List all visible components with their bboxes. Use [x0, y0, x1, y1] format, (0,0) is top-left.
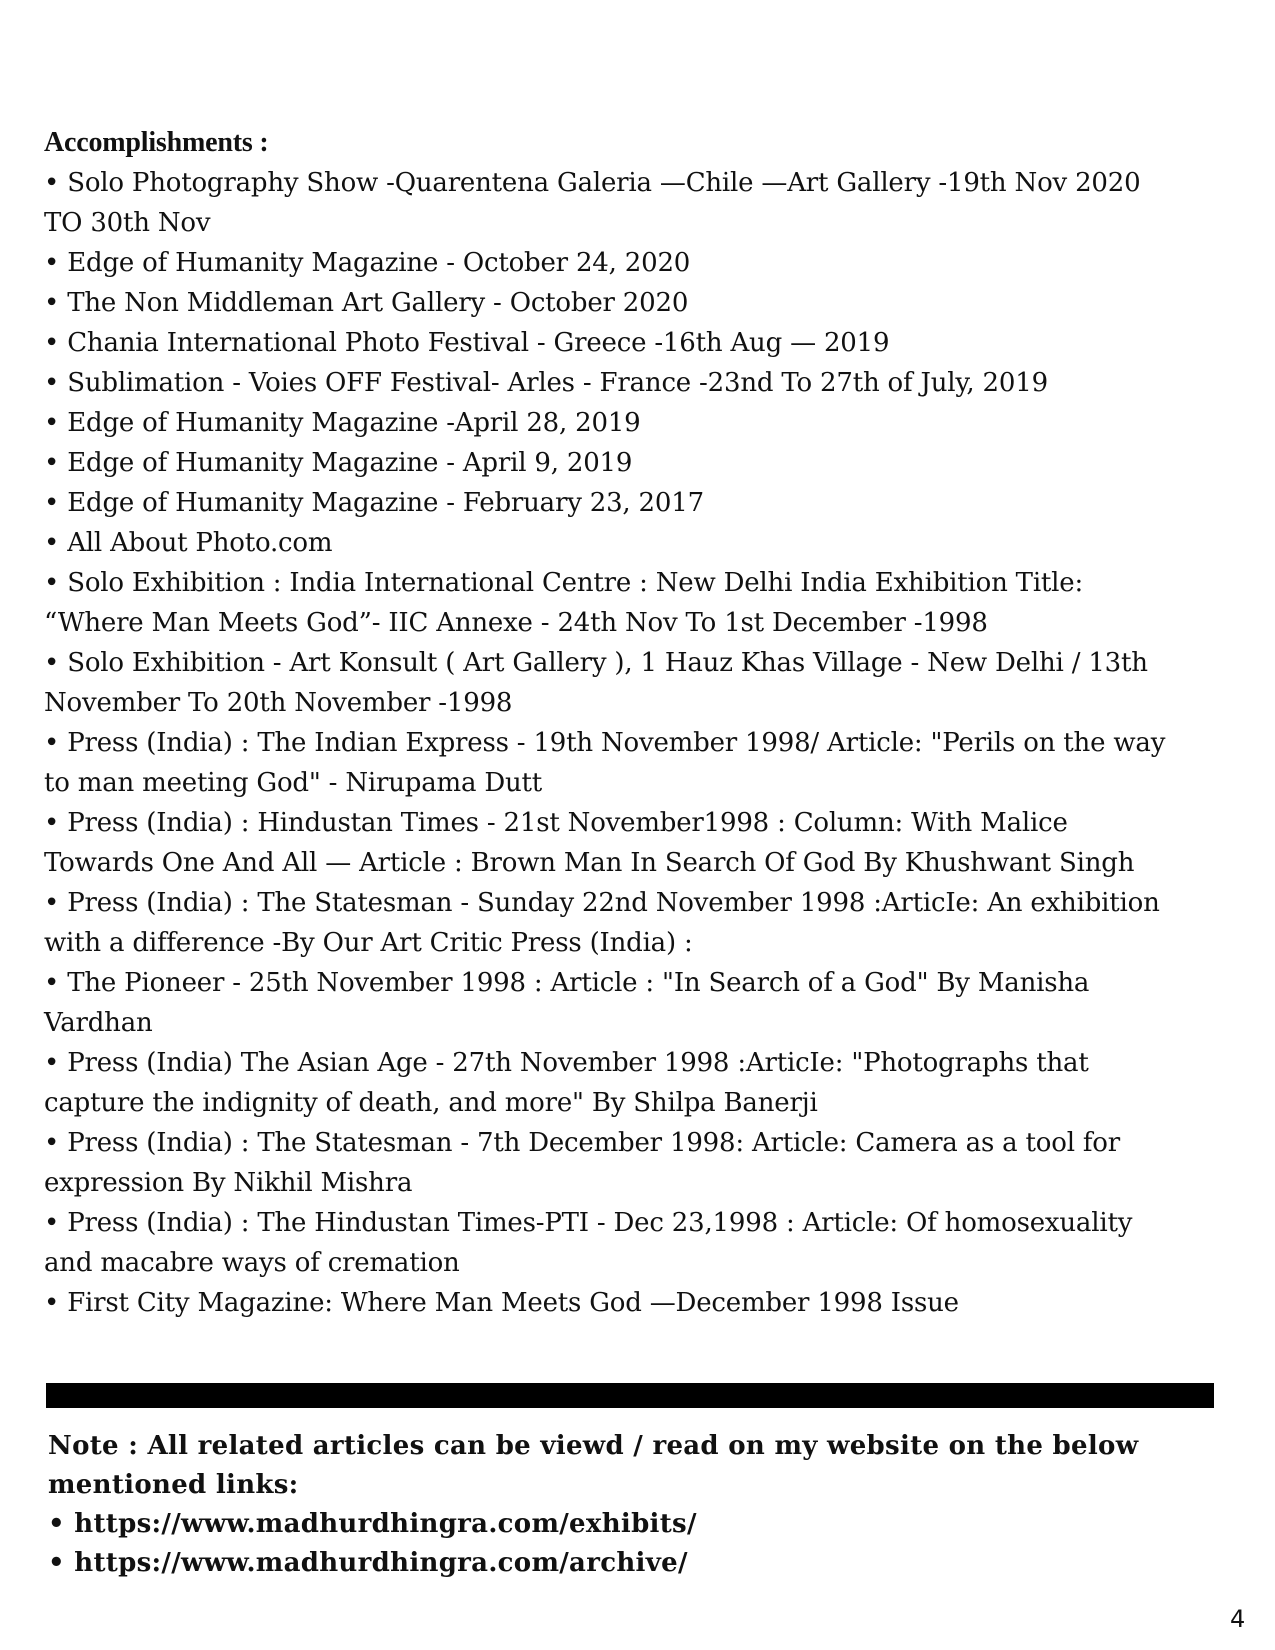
bullet-glyph: •	[44, 1128, 60, 1158]
accomplishment-item	[44, 1283, 1174, 1323]
bullet-glyph: •	[44, 648, 60, 678]
accomplishment-item	[44, 403, 1174, 443]
bullet-glyph: •	[44, 1208, 60, 1238]
bullet-glyph: •	[44, 808, 60, 838]
accomplishment-text: Press (India) The Asian Age - 27th November 1998 :ArticIe: "Photographs that capture the indignity of death, and more" By Shilpa Banerji	[44, 1048, 1089, 1118]
accomplishments-list	[44, 163, 1174, 1323]
bullet-glyph: •	[44, 488, 60, 518]
black-divider-bar	[46, 1383, 1214, 1408]
accomplishment-item	[44, 803, 1174, 883]
accomplishments-heading: Accomplishments :	[44, 127, 269, 158]
accomplishment-item	[44, 323, 1174, 363]
bullet-glyph: •	[48, 1548, 65, 1578]
accomplishment-item	[44, 283, 1174, 323]
bullet-glyph: •	[44, 328, 60, 358]
accomplishment-item	[44, 443, 1174, 483]
accomplishment-text: Solo Exhibition : India International Centre : New Delhi India Exhibition Title: “Where Man Meets God”- IIC Annexe - 24th Nov To 1st December -1998	[44, 568, 1084, 638]
note-section	[48, 1427, 1188, 1583]
accomplishment-item	[44, 1043, 1174, 1123]
bullet-glyph: •	[44, 728, 60, 758]
bullet-glyph: •	[44, 168, 60, 198]
bullet-glyph: •	[44, 288, 60, 318]
accomplishment-item	[44, 1203, 1174, 1283]
page-number: 4	[1230, 1605, 1246, 1633]
accomplishment-text: Press (India) : The Statesman - 7th December 1998: Article: Camera as a tool for expression By Nikhil Mishra	[44, 1128, 1120, 1198]
accomplishment-item	[44, 363, 1174, 403]
accomplishment-text: The Non Middleman Art Gallery - October 2020	[67, 288, 689, 318]
accomplishment-text: All About Photo.com	[67, 528, 333, 558]
bullet-glyph: •	[44, 1288, 60, 1318]
accomplishment-text: Solo Exhibition - Art Konsult ( Art Gallery ), 1 Hauz Khas Village - New Delhi / 13th November To 20th November -1998	[44, 648, 1148, 718]
bullet-glyph: •	[44, 448, 60, 478]
accomplishment-text: Edge of Humanity Magazine - April 9, 2019	[67, 448, 633, 478]
accomplishment-item	[44, 963, 1174, 1043]
exhibits-link[interactable]: https://www.madhurdhingra.com/exhibits/	[74, 1509, 697, 1539]
accomplishment-text: First City Magazine: Where Man Meets God —December 1998 Issue	[67, 1288, 959, 1318]
accomplishment-text: Press (India) : The Indian Express - 19th November 1998/ Article: "Perils on the way to man meeting God" - Nirupama Dutt	[44, 728, 1166, 798]
accomplishment-text: Press (India) : Hindustan Times - 21st November1998 : Column: With Malice Towards One And All — Article : Brown Man In Search Of God By Khushwant Singh	[44, 808, 1135, 878]
accomplishment-item	[44, 723, 1174, 803]
bullet-glyph: •	[44, 968, 60, 998]
link-item	[48, 1505, 1188, 1544]
link-item	[48, 1544, 1188, 1583]
bullet-glyph: •	[48, 1509, 65, 1539]
bullet-glyph: •	[44, 248, 60, 278]
bullet-glyph: •	[44, 368, 60, 398]
accomplishment-item	[44, 523, 1174, 563]
bullet-glyph: •	[44, 888, 60, 918]
accomplishment-item	[44, 483, 1174, 523]
accomplishment-text: Edge of Humanity Magazine -April 28, 2019	[67, 408, 641, 438]
accomplishment-text: Edge of Humanity Magazine - October 24, 2020	[67, 248, 691, 278]
accomplishment-item	[44, 243, 1174, 283]
accomplishment-item	[44, 883, 1174, 963]
accomplishment-text: The Pioneer - 25th November 1998 : Article : "In Search of a God" By Manisha Vardhan	[44, 968, 1090, 1038]
accomplishment-text: Sublimation - Voies OFF Festival- Arles - France -23nd To 27th of July, 2019	[67, 368, 1048, 398]
website-links-list	[48, 1505, 1188, 1583]
accomplishment-text: Chania International Photo Festival - Greece -16th Aug — 2019	[67, 328, 890, 358]
accomplishment-item	[44, 1123, 1174, 1203]
accomplishment-text: Solo Photography Show -Quarentena Galeria —Chile —Art Gallery -19th Nov 2020 TO 30th Nov	[44, 168, 1141, 238]
bullet-glyph: •	[44, 1048, 60, 1078]
accomplishment-item	[44, 643, 1174, 723]
accomplishment-text: Edge of Humanity Magazine - February 23, 2017	[67, 488, 704, 518]
accomplishment-text: Press (India) : The Hindustan Times-PTI - Dec 23,1998 : Article: Of homosexuality and macabre ways of cremation	[44, 1208, 1133, 1278]
accomplishments-section	[44, 123, 1174, 1323]
accomplishment-text: Press (India) : The Statesman - Sunday 22nd November 1998 :ArticIe: An exhibition with a difference -By Our Art Critic Press (India) :	[44, 888, 1160, 958]
bullet-glyph: •	[44, 408, 60, 438]
note-text: Note : All related articles can be viewd / read on my website on the below mentioned links:	[48, 1431, 1139, 1500]
bullet-glyph: •	[44, 528, 60, 558]
bullet-glyph: •	[44, 568, 60, 598]
accomplishment-item	[44, 563, 1174, 643]
archive-link[interactable]: https://www.madhurdhingra.com/archive/	[74, 1548, 688, 1578]
accomplishment-item	[44, 163, 1174, 243]
